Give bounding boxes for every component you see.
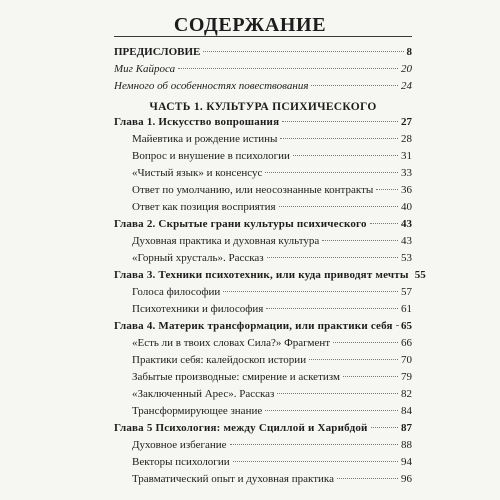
toc-entry-title: Психотехники и философия	[132, 303, 264, 315]
toc-entry-title: Травматический опыт и духовная практика	[132, 473, 334, 485]
toc-entry-page: 57	[401, 286, 412, 298]
toc-section[interactable]	[132, 354, 412, 367]
toc-entry-title: «Чистый язык» и консенсус	[132, 167, 263, 179]
toc-entry-page: 96	[401, 473, 412, 485]
toc-entry-title: «Есть ли в твоих словах Сила?» Фрагмент	[132, 337, 331, 349]
dot-leader	[277, 393, 398, 394]
toc-section[interactable]	[132, 133, 412, 146]
dot-leader	[223, 291, 398, 292]
toc-entry-page: 8	[406, 46, 412, 58]
toc-entry-title: Ответ как позиция восприятия	[132, 201, 276, 213]
toc-entry-title: Майевтика и рождение истины	[132, 133, 278, 145]
toc-entry-page: 65	[401, 320, 412, 332]
toc-entry-title: Глава 2. Скрытые грани культуры психического	[114, 218, 367, 230]
dot-leader	[178, 68, 398, 69]
toc-entry-title: Немного об особенностях повествования	[114, 80, 309, 92]
toc-section[interactable]	[132, 286, 412, 299]
dot-leader	[309, 359, 398, 360]
toc-entry-page: 82	[401, 388, 412, 400]
dot-leader	[370, 223, 398, 224]
toc-entry-page: 43	[401, 235, 412, 247]
toc-section[interactable]	[132, 405, 412, 418]
dot-leader	[267, 257, 398, 258]
toc-entry-title: «Заключенный Арес». Рассказ	[132, 388, 275, 400]
toc-section[interactable]	[132, 456, 412, 469]
toc-entry-title: Глава 5 Психология: между Сциллой и Харибдой	[114, 422, 368, 434]
toc-entry-title: Забытые производные: смирение и аскетизм	[132, 371, 340, 383]
toc-section[interactable]	[132, 184, 412, 197]
toc-entry-front[interactable]	[114, 63, 412, 76]
toc-entry-title: «Горный хрусталь». Рассказ	[132, 252, 264, 264]
toc-entry-title: Глава 1. Искусство вопрошания	[114, 116, 280, 128]
toc-entry-front[interactable]	[114, 80, 412, 93]
toc-entry-page: 87	[401, 422, 412, 434]
toc-section[interactable]	[132, 473, 412, 486]
toc-entry-page: 88	[401, 439, 412, 451]
toc-entry-page: 66	[401, 337, 412, 349]
toc-entry-title: Миг Кайроса	[114, 63, 176, 75]
toc-entry-title: Трансформирующее знание	[132, 405, 263, 417]
toc-entry-page: 28	[401, 133, 412, 145]
toc-entry-preface[interactable]	[114, 46, 412, 59]
toc-entry-page: 36	[401, 184, 412, 196]
dot-leader	[371, 427, 398, 428]
part-heading: ЧАСТЬ 1. КУЛЬТУРА ПСИХИЧЕСКОГО	[149, 101, 377, 113]
toc-entry-title: Глава 3. Техники психотехник, или куда приводят мечты	[114, 269, 409, 281]
toc-entry-page: 20	[401, 63, 412, 75]
dot-leader	[280, 138, 398, 139]
dot-leader	[311, 85, 398, 86]
toc-section[interactable]	[132, 150, 412, 163]
dot-leader	[322, 240, 398, 241]
dot-leader	[265, 410, 398, 411]
toc-chapter[interactable]	[114, 320, 412, 333]
toc-entry-page: 27	[401, 116, 412, 128]
title-divider	[114, 36, 412, 37]
toc-section[interactable]	[132, 303, 412, 316]
toc-section[interactable]	[132, 252, 412, 265]
toc-entry-title: Духовная практика и духовная культура	[132, 235, 320, 247]
dot-leader	[279, 206, 398, 207]
toc-entry-page: 55	[414, 269, 426, 281]
dot-leader	[265, 172, 398, 173]
toc-entry-title: Вопрос и внушение в психологии	[132, 150, 290, 162]
toc-entry-page: 61	[401, 303, 412, 315]
toc-entry-title: Духовное избегание	[132, 439, 227, 451]
dot-leader	[337, 478, 398, 479]
dot-leader	[333, 342, 398, 343]
toc-entry-page: 70	[401, 354, 412, 366]
dot-leader	[230, 444, 398, 445]
dot-leader	[376, 189, 398, 190]
toc-entry-page: 24	[401, 80, 412, 92]
dot-leader	[396, 325, 398, 326]
toc-entry-page: 43	[401, 218, 412, 230]
toc-entry-title: Ответ по умолчанию, или неосознанные контракты	[132, 184, 374, 196]
toc-entry-page: 31	[401, 150, 412, 162]
toc-chapter[interactable]	[114, 422, 412, 435]
toc-section[interactable]	[132, 388, 412, 401]
toc-entry-page: 79	[401, 371, 412, 383]
toc-chapter[interactable]	[114, 116, 412, 129]
toc-entry-page: 84	[401, 405, 412, 417]
toc-section[interactable]	[132, 337, 412, 350]
toc-section[interactable]	[132, 371, 412, 384]
toc-entry-title: Глава 4. Материк трансформации, или практики себя	[114, 320, 393, 332]
toc-entry-page: 33	[401, 167, 412, 179]
toc-section[interactable]	[132, 201, 412, 214]
toc-entry-title: Практики себя: калейдоскоп истории	[132, 354, 307, 366]
toc-section[interactable]	[132, 439, 412, 452]
dot-leader	[282, 121, 398, 122]
toc-entry-page: 94	[401, 456, 412, 468]
dot-leader	[293, 155, 398, 156]
toc-entry-title: Голоса философии	[132, 286, 221, 298]
toc-section[interactable]	[132, 235, 412, 248]
toc-entry-page: 53	[401, 252, 412, 264]
toc-entry-title: ПРЕДИСЛОВИЕ	[114, 46, 201, 58]
toc-chapter[interactable]	[114, 269, 426, 282]
toc-entry-page: 40	[401, 201, 412, 213]
toc-section[interactable]	[132, 167, 412, 180]
dot-leader	[203, 51, 403, 52]
page-title: СОДЕРЖАНИЕ	[173, 14, 327, 36]
toc-chapter[interactable]	[114, 218, 412, 231]
dot-leader	[343, 376, 398, 377]
toc-entry-title: Векторы психологии	[132, 456, 230, 468]
dot-leader	[233, 461, 398, 462]
dot-leader	[266, 308, 398, 309]
